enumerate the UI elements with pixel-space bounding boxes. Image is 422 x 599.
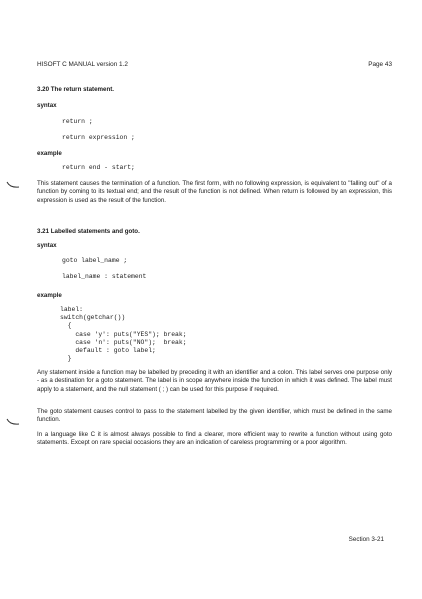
paragraph: Any statement inside a function may be labelled by preceding it with an identifier and a colon. This label serves one purpose only - as a destination for a goto statement. The label is in scope anywhere inside the function in which it was defined. The label must apply to a statement, and the null statement ( ; ) can be used for this purpose if required.	[37, 369, 392, 393]
section-3-20-title: 3.20 The return statement.	[37, 86, 115, 93]
paragraph: In a language like C it is almost always possible to find a clearer, more efficient way to rewrite a function without using goto statements. Except on rare special occasions they are an indication of careless programming or a poor algorithm.	[37, 431, 392, 447]
section-3-21-title: 3.21 Labelled statements and goto.	[37, 228, 140, 235]
example-label: example	[37, 150, 62, 157]
example-code: label: switch(getchar()) { case 'y': puts("YES"); break; case 'n': puts("NO"); break; default : goto label; }	[60, 306, 187, 363]
page-number: Page 43	[368, 61, 392, 68]
syntax-line: return expression ;	[62, 134, 135, 141]
syntax-line: return ;	[62, 118, 93, 125]
paragraph: The goto statement causes control to pass to the statement labelled by the given identifier, which must be defined in the same function.	[37, 408, 392, 424]
paragraph: This statement causes the termination of a function. The first form, with no following expression, is equivalent to "falling out" of a function by coming to its textual end; and the result of the function is not defined. When return is followed by an expression, this expression is used as the result of the function.	[37, 180, 392, 204]
margin-mark	[6, 418, 20, 426]
manual-title: HISOFT C MANUAL version 1.2	[37, 61, 128, 68]
syntax-label: syntax	[37, 102, 57, 109]
syntax-line: label_name : statement	[62, 273, 147, 280]
page-footer: Section 3-21	[348, 536, 384, 543]
syntax-line: goto label_name ;	[62, 257, 128, 264]
syntax-label: syntax	[37, 242, 57, 249]
margin-mark	[6, 181, 20, 189]
example-code: return end - start;	[62, 164, 135, 171]
example-label: example	[37, 292, 62, 299]
